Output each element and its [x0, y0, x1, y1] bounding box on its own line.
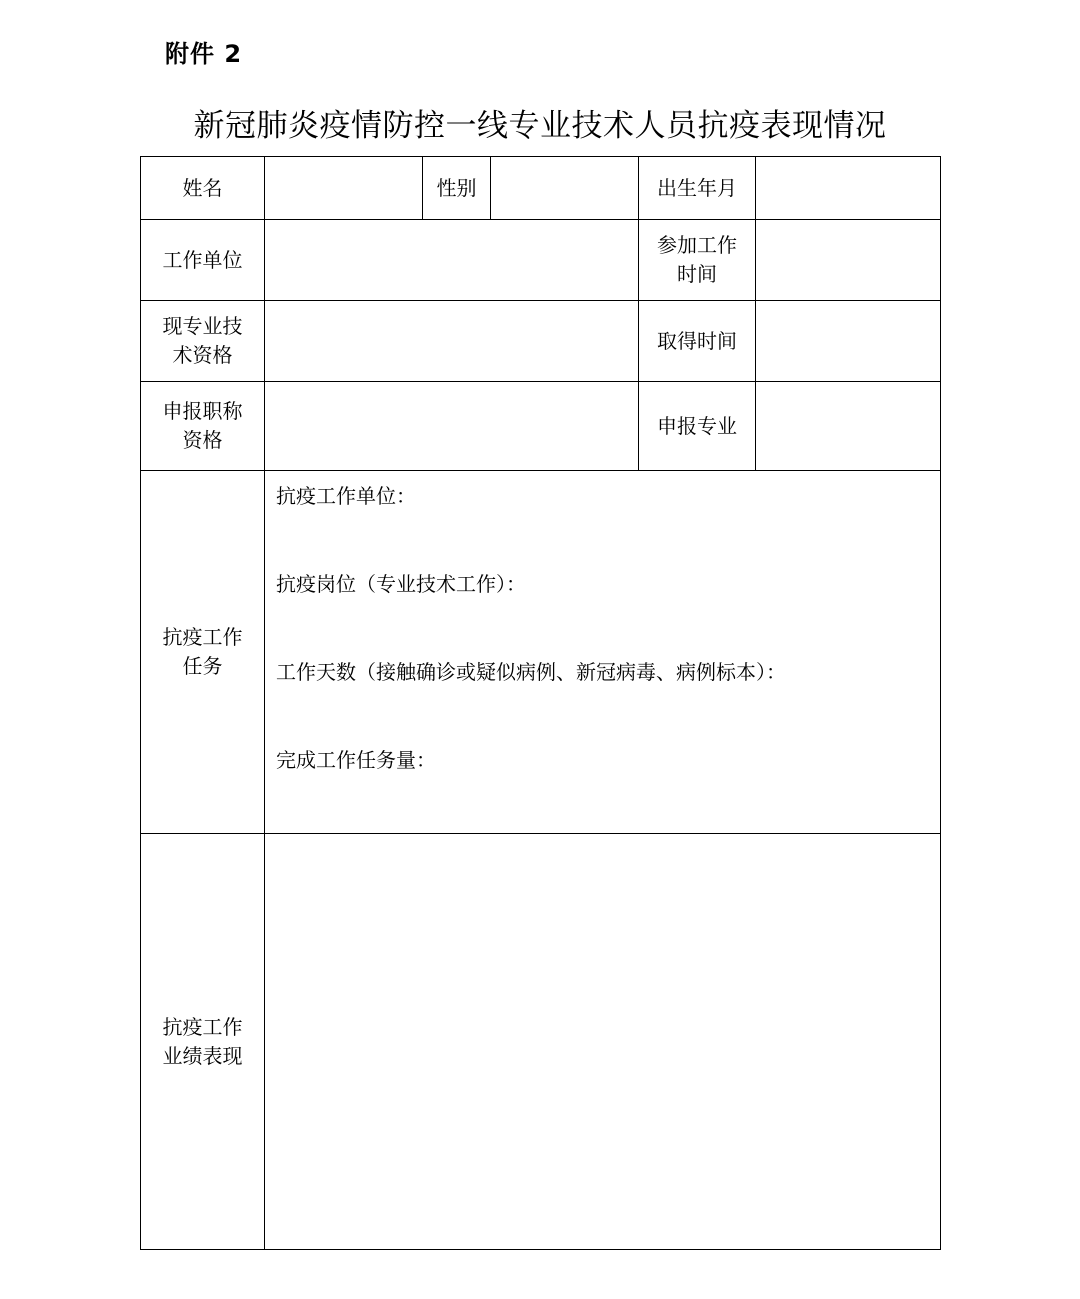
- row-basic-info: [141, 157, 941, 220]
- task-label: 抗疫工作任务: [162, 625, 243, 678]
- row-task: [141, 471, 941, 834]
- work-unit-label: 工作单位: [162, 247, 243, 272]
- row-apply-title: [141, 382, 941, 471]
- work-unit-label-cell: [141, 220, 265, 301]
- current-qual-label: 现专业技术资格: [162, 314, 243, 367]
- name-label: 姓名: [182, 175, 223, 200]
- apply-major-field[interactable]: [756, 382, 941, 471]
- row-performance: [141, 834, 941, 1250]
- apply-major-label: 申报专业: [657, 413, 737, 438]
- task-content-cell[interactable]: [265, 471, 941, 834]
- current-qual-label-cell: [141, 301, 265, 382]
- work-start-label-cell: [639, 220, 756, 301]
- task-item-days: 工作天数（接触确诊或疑似病例、新冠病毒、病例标本）：: [276, 660, 786, 684]
- gender-field[interactable]: [491, 157, 639, 220]
- birth-field[interactable]: [756, 157, 941, 220]
- performance-label: 抗疫工作业绩表现: [162, 1014, 243, 1068]
- obtained-time-field[interactable]: [756, 301, 941, 382]
- apply-major-label-cell: [639, 382, 756, 471]
- name-field[interactable]: [265, 157, 423, 220]
- row-current-qualification: [141, 301, 941, 382]
- info-form-table: [140, 156, 941, 1250]
- gender-label-cell: [423, 157, 491, 220]
- attachment-label: 附件 2: [165, 40, 243, 68]
- performance-label-cell: [141, 834, 265, 1250]
- name-label-cell: [141, 157, 265, 220]
- gender-label: 性别: [436, 175, 477, 200]
- document-title: 新冠肺炎疫情防控一线专业技术人员抗疫表现情况: [193, 108, 887, 144]
- task-item-workload: 完成工作任务量：: [276, 748, 436, 772]
- work-start-field[interactable]: [756, 220, 941, 301]
- work-unit-field[interactable]: [265, 220, 639, 301]
- apply-title-label-cell: [141, 382, 265, 471]
- apply-title-label: 申报职称资格: [162, 399, 243, 452]
- row-work-unit: [141, 220, 941, 301]
- apply-title-field[interactable]: [265, 382, 639, 471]
- birth-label-cell: [639, 157, 756, 220]
- obtained-time-label: 取得时间: [657, 328, 737, 353]
- obtained-time-label-cell: [639, 301, 756, 382]
- task-item-unit: 抗疫工作单位：: [276, 484, 416, 508]
- current-qual-field[interactable]: [265, 301, 639, 382]
- work-start-label: 参加工作时间: [657, 233, 737, 286]
- birth-label: 出生年月: [657, 175, 737, 200]
- performance-field[interactable]: [265, 834, 941, 1250]
- task-label-cell: [141, 471, 265, 834]
- task-item-post: 抗疫岗位（专业技术工作）：: [276, 572, 526, 596]
